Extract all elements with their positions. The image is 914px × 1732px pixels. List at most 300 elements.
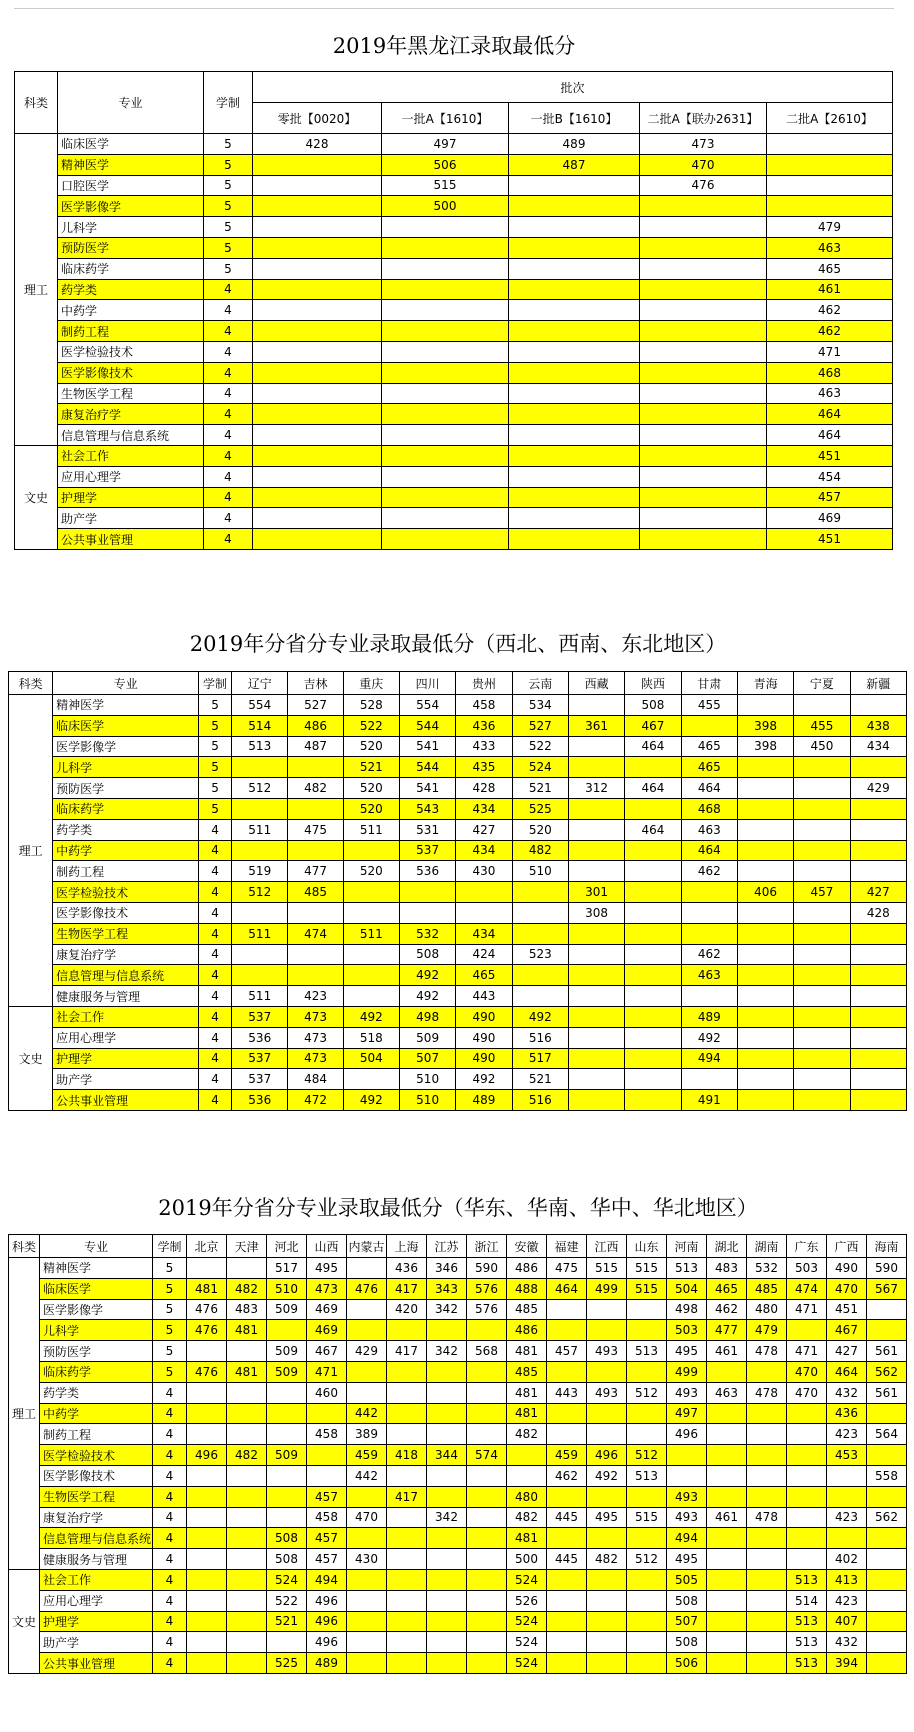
table-row bbox=[15, 321, 893, 342]
score-cell bbox=[227, 1403, 267, 1424]
province-header: 上海 bbox=[387, 1235, 427, 1258]
years-cell: 4 bbox=[153, 1424, 187, 1445]
score-cell: 475 bbox=[288, 819, 343, 840]
score-cell bbox=[625, 840, 681, 861]
score-cell: 476 bbox=[347, 1278, 387, 1299]
score-cell: 480 bbox=[747, 1299, 787, 1320]
score-cell: 464 bbox=[767, 404, 893, 425]
score-cell: 464 bbox=[625, 778, 681, 799]
score-cell bbox=[627, 1528, 667, 1549]
score-cell: 508 bbox=[267, 1549, 307, 1570]
score-cell bbox=[382, 321, 509, 342]
table-row bbox=[9, 965, 907, 986]
score-cell: 462 bbox=[681, 944, 737, 965]
east-table bbox=[8, 1234, 907, 1674]
score-cell: 471 bbox=[787, 1341, 827, 1362]
score-cell bbox=[850, 1069, 906, 1090]
score-cell bbox=[232, 944, 288, 965]
header-category: 科类 bbox=[9, 1235, 40, 1258]
table-row bbox=[9, 1549, 907, 1570]
table-row bbox=[9, 1486, 907, 1507]
province-header: 甘肃 bbox=[681, 672, 737, 695]
east-title: 2019年分省分专业录取最低分（华东、华南、华中、华北地区） bbox=[158, 1196, 758, 1220]
score-cell: 513 bbox=[627, 1465, 667, 1486]
score-cell: 482 bbox=[587, 1549, 627, 1570]
years-cell: 4 bbox=[153, 1382, 187, 1403]
score-cell: 524 bbox=[512, 757, 568, 778]
score-cell bbox=[737, 1090, 793, 1111]
score-cell: 536 bbox=[232, 1090, 288, 1111]
score-cell: 436 bbox=[387, 1258, 427, 1279]
score-cell bbox=[232, 798, 288, 819]
score-cell: 463 bbox=[707, 1382, 747, 1403]
score-cell: 496 bbox=[307, 1611, 347, 1632]
score-cell bbox=[509, 175, 640, 196]
score-cell: 493 bbox=[587, 1341, 627, 1362]
province-header: 辽宁 bbox=[232, 672, 288, 695]
score-cell: 495 bbox=[667, 1341, 707, 1362]
score-cell: 443 bbox=[456, 986, 512, 1007]
table-row bbox=[15, 445, 893, 466]
score-cell bbox=[387, 1569, 427, 1590]
score-cell: 473 bbox=[640, 134, 767, 155]
major-cell: 医学影像学 bbox=[40, 1299, 153, 1320]
score-cell: 470 bbox=[827, 1278, 867, 1299]
score-cell: 427 bbox=[456, 819, 512, 840]
score-cell: 492 bbox=[343, 1006, 399, 1027]
score-cell bbox=[507, 1445, 547, 1466]
score-cell bbox=[547, 1361, 587, 1382]
score-cell bbox=[509, 237, 640, 258]
score-cell: 417 bbox=[387, 1278, 427, 1299]
score-cell: 506 bbox=[667, 1653, 707, 1674]
province-header: 山东 bbox=[627, 1235, 667, 1258]
score-cell bbox=[850, 1048, 906, 1069]
years-cell: 4 bbox=[198, 923, 231, 944]
major-cell: 预防医学 bbox=[58, 237, 204, 258]
table-row bbox=[15, 237, 893, 258]
heilongjiang-panel bbox=[14, 8, 894, 598]
score-cell: 469 bbox=[307, 1320, 347, 1341]
score-cell: 462 bbox=[767, 321, 893, 342]
score-cell: 342 bbox=[427, 1299, 467, 1320]
score-cell bbox=[640, 279, 767, 300]
score-cell bbox=[794, 695, 850, 716]
score-cell: 515 bbox=[382, 175, 509, 196]
score-cell bbox=[794, 923, 850, 944]
score-cell bbox=[867, 1590, 907, 1611]
score-cell: 432 bbox=[827, 1382, 867, 1403]
header-years: 学制 bbox=[198, 672, 231, 695]
score-cell: 417 bbox=[387, 1486, 427, 1507]
score-cell bbox=[867, 1549, 907, 1570]
score-cell bbox=[253, 341, 382, 362]
score-cell bbox=[787, 1507, 827, 1528]
score-cell: 513 bbox=[787, 1632, 827, 1653]
table-row bbox=[15, 196, 893, 217]
score-cell bbox=[547, 1299, 587, 1320]
score-cell: 537 bbox=[232, 1006, 288, 1027]
score-cell: 496 bbox=[307, 1632, 347, 1653]
header-major: 专业 bbox=[53, 672, 199, 695]
score-cell: 474 bbox=[288, 923, 343, 944]
score-cell: 470 bbox=[787, 1382, 827, 1403]
score-cell bbox=[681, 902, 737, 923]
score-cell bbox=[625, 861, 681, 882]
score-cell: 493 bbox=[667, 1382, 707, 1403]
score-cell: 488 bbox=[507, 1278, 547, 1299]
score-cell: 495 bbox=[307, 1258, 347, 1279]
score-cell bbox=[467, 1632, 507, 1653]
table-row bbox=[9, 1320, 907, 1341]
score-cell bbox=[640, 300, 767, 321]
score-cell: 496 bbox=[187, 1445, 227, 1466]
score-cell bbox=[343, 902, 399, 923]
table-row bbox=[9, 1299, 907, 1320]
major-cell: 助产学 bbox=[40, 1632, 153, 1653]
score-cell bbox=[232, 902, 288, 923]
table-row bbox=[9, 757, 907, 778]
years-cell: 4 bbox=[198, 882, 231, 903]
major-cell: 制药工程 bbox=[58, 321, 204, 342]
score-cell: 473 bbox=[288, 1048, 343, 1069]
score-cell: 481 bbox=[507, 1341, 547, 1362]
score-cell: 460 bbox=[307, 1382, 347, 1403]
score-cell bbox=[787, 1528, 827, 1549]
score-cell bbox=[707, 1486, 747, 1507]
score-cell: 457 bbox=[307, 1549, 347, 1570]
major-cell: 儿科学 bbox=[58, 217, 204, 238]
score-cell bbox=[707, 1549, 747, 1570]
heilongjiang-table bbox=[14, 71, 893, 550]
score-cell bbox=[387, 1549, 427, 1570]
province-header: 云南 bbox=[512, 672, 568, 695]
score-cell: 461 bbox=[707, 1507, 747, 1528]
table-row bbox=[15, 175, 893, 196]
table-row bbox=[9, 944, 907, 965]
score-cell: 509 bbox=[399, 1027, 455, 1048]
score-cell: 436 bbox=[827, 1403, 867, 1424]
score-cell bbox=[737, 923, 793, 944]
score-cell: 442 bbox=[347, 1465, 387, 1486]
score-cell bbox=[794, 1048, 850, 1069]
score-cell bbox=[747, 1653, 787, 1674]
score-cell: 544 bbox=[399, 715, 455, 736]
score-cell: 486 bbox=[288, 715, 343, 736]
years-cell: 4 bbox=[204, 321, 253, 342]
score-cell: 498 bbox=[399, 1006, 455, 1027]
score-cell bbox=[267, 1486, 307, 1507]
score-cell: 459 bbox=[347, 1445, 387, 1466]
score-cell bbox=[253, 425, 382, 446]
score-cell bbox=[467, 1653, 507, 1674]
score-cell: 427 bbox=[827, 1341, 867, 1362]
score-cell: 398 bbox=[737, 715, 793, 736]
score-cell: 562 bbox=[867, 1507, 907, 1528]
score-cell: 430 bbox=[347, 1549, 387, 1570]
major-cell: 儿科学 bbox=[53, 757, 199, 778]
score-cell: 467 bbox=[625, 715, 681, 736]
major-cell: 医学影像技术 bbox=[58, 362, 204, 383]
score-cell: 445 bbox=[547, 1507, 587, 1528]
northwest-title: 2019年分省分专业录取最低分（西北、西南、东北地区） bbox=[189, 632, 727, 656]
years-cell: 4 bbox=[198, 1027, 231, 1048]
score-cell: 433 bbox=[456, 736, 512, 757]
major-cell: 制药工程 bbox=[53, 861, 199, 882]
score-cell bbox=[747, 1611, 787, 1632]
score-cell bbox=[827, 1465, 867, 1486]
score-cell: 462 bbox=[681, 861, 737, 882]
score-cell bbox=[867, 1632, 907, 1653]
table-row bbox=[9, 1278, 907, 1299]
score-cell: 457 bbox=[307, 1486, 347, 1507]
score-cell: 519 bbox=[232, 861, 288, 882]
score-cell: 512 bbox=[232, 882, 288, 903]
score-cell: 485 bbox=[747, 1278, 787, 1299]
table-row bbox=[15, 258, 893, 279]
score-cell bbox=[467, 1507, 507, 1528]
score-cell bbox=[307, 1403, 347, 1424]
score-cell: 465 bbox=[681, 757, 737, 778]
score-cell: 517 bbox=[512, 1048, 568, 1069]
score-cell bbox=[568, 986, 624, 1007]
score-cell bbox=[867, 1486, 907, 1507]
score-cell: 567 bbox=[867, 1278, 907, 1299]
score-cell: 524 bbox=[507, 1611, 547, 1632]
score-cell bbox=[627, 1653, 667, 1674]
years-cell: 4 bbox=[153, 1486, 187, 1507]
score-cell bbox=[568, 840, 624, 861]
score-cell: 496 bbox=[307, 1590, 347, 1611]
major-cell: 医学影像技术 bbox=[53, 902, 199, 923]
province-header: 贵州 bbox=[456, 672, 512, 695]
table-row bbox=[9, 1090, 907, 1111]
years-cell: 4 bbox=[204, 529, 253, 550]
score-cell bbox=[253, 487, 382, 508]
score-cell bbox=[467, 1382, 507, 1403]
province-header: 湖南 bbox=[747, 1235, 787, 1258]
score-cell: 479 bbox=[747, 1320, 787, 1341]
score-cell: 470 bbox=[347, 1507, 387, 1528]
score-cell bbox=[867, 1569, 907, 1590]
score-cell: 513 bbox=[787, 1653, 827, 1674]
score-cell: 510 bbox=[267, 1278, 307, 1299]
province-header: 浙江 bbox=[467, 1235, 507, 1258]
score-cell bbox=[227, 1258, 267, 1279]
score-cell bbox=[867, 1320, 907, 1341]
years-cell: 5 bbox=[204, 258, 253, 279]
score-cell bbox=[253, 300, 382, 321]
table-row bbox=[9, 1048, 907, 1069]
score-cell bbox=[227, 1611, 267, 1632]
score-cell: 541 bbox=[399, 778, 455, 799]
score-cell: 524 bbox=[507, 1569, 547, 1590]
major-cell: 口腔医学 bbox=[58, 175, 204, 196]
score-cell bbox=[253, 237, 382, 258]
score-cell: 406 bbox=[737, 882, 793, 903]
score-cell bbox=[547, 1611, 587, 1632]
major-cell: 助产学 bbox=[58, 508, 204, 529]
table-row bbox=[15, 154, 893, 175]
score-cell bbox=[382, 487, 509, 508]
score-cell: 481 bbox=[507, 1528, 547, 1549]
table-row bbox=[15, 383, 893, 404]
score-cell: 520 bbox=[343, 736, 399, 757]
score-cell bbox=[767, 134, 893, 155]
score-cell: 457 bbox=[547, 1341, 587, 1362]
score-cell bbox=[547, 1590, 587, 1611]
score-cell bbox=[747, 1486, 787, 1507]
score-cell bbox=[232, 757, 288, 778]
score-cell bbox=[253, 154, 382, 175]
score-cell bbox=[347, 1486, 387, 1507]
score-cell bbox=[787, 1445, 827, 1466]
years-cell: 4 bbox=[198, 1090, 231, 1111]
score-cell bbox=[794, 965, 850, 986]
score-cell bbox=[456, 882, 512, 903]
score-cell bbox=[547, 1569, 587, 1590]
score-cell bbox=[427, 1424, 467, 1445]
score-cell bbox=[387, 1528, 427, 1549]
table-row bbox=[9, 1653, 907, 1674]
score-cell bbox=[187, 1465, 227, 1486]
score-cell bbox=[747, 1632, 787, 1653]
score-cell bbox=[467, 1590, 507, 1611]
score-cell bbox=[343, 1069, 399, 1090]
score-cell bbox=[509, 217, 640, 238]
score-cell bbox=[227, 1465, 267, 1486]
years-cell: 5 bbox=[204, 217, 253, 238]
score-cell bbox=[787, 1403, 827, 1424]
score-cell bbox=[681, 882, 737, 903]
score-cell: 511 bbox=[232, 923, 288, 944]
score-cell bbox=[681, 715, 737, 736]
score-cell: 459 bbox=[547, 1445, 587, 1466]
major-cell: 助产学 bbox=[53, 1069, 199, 1090]
table-row bbox=[15, 217, 893, 238]
score-cell bbox=[382, 508, 509, 529]
score-cell bbox=[427, 1403, 467, 1424]
score-cell bbox=[382, 300, 509, 321]
score-cell bbox=[382, 466, 509, 487]
score-cell bbox=[568, 923, 624, 944]
years-cell: 4 bbox=[198, 986, 231, 1007]
score-cell: 423 bbox=[288, 986, 343, 1007]
score-cell bbox=[512, 986, 568, 1007]
table-row bbox=[9, 840, 907, 861]
score-cell: 485 bbox=[507, 1361, 547, 1382]
score-cell bbox=[850, 944, 906, 965]
years-cell: 5 bbox=[198, 778, 231, 799]
score-cell bbox=[747, 1424, 787, 1445]
header-major: 专业 bbox=[58, 72, 204, 134]
score-cell: 504 bbox=[343, 1048, 399, 1069]
score-cell: 509 bbox=[267, 1341, 307, 1362]
score-cell bbox=[387, 1632, 427, 1653]
score-cell bbox=[227, 1507, 267, 1528]
score-cell bbox=[640, 341, 767, 362]
score-cell: 512 bbox=[627, 1445, 667, 1466]
score-cell: 482 bbox=[507, 1507, 547, 1528]
score-cell bbox=[227, 1653, 267, 1674]
major-cell: 社会工作 bbox=[58, 445, 204, 466]
table-row bbox=[9, 1258, 907, 1279]
years-cell: 4 bbox=[153, 1569, 187, 1590]
major-cell: 医学检验技术 bbox=[53, 882, 199, 903]
score-cell: 493 bbox=[667, 1486, 707, 1507]
major-cell: 中药学 bbox=[53, 840, 199, 861]
score-cell: 438 bbox=[850, 715, 906, 736]
years-cell: 4 bbox=[153, 1590, 187, 1611]
score-cell: 480 bbox=[507, 1486, 547, 1507]
score-cell bbox=[547, 1403, 587, 1424]
score-cell bbox=[509, 362, 640, 383]
years-cell: 5 bbox=[198, 757, 231, 778]
score-cell bbox=[347, 1632, 387, 1653]
table-row bbox=[9, 1341, 907, 1362]
batch-header: 一批A【1610】 bbox=[382, 103, 509, 134]
score-cell bbox=[512, 882, 568, 903]
category-cell: 文史 bbox=[9, 1006, 53, 1110]
score-cell bbox=[253, 404, 382, 425]
score-cell bbox=[737, 840, 793, 861]
table-row bbox=[9, 882, 907, 903]
score-cell bbox=[794, 902, 850, 923]
score-cell bbox=[187, 1611, 227, 1632]
score-cell: 398 bbox=[737, 736, 793, 757]
score-cell: 508 bbox=[667, 1632, 707, 1653]
score-cell bbox=[187, 1486, 227, 1507]
score-cell bbox=[227, 1486, 267, 1507]
score-cell bbox=[827, 1528, 867, 1549]
score-cell bbox=[382, 362, 509, 383]
score-cell bbox=[850, 840, 906, 861]
score-cell: 522 bbox=[343, 715, 399, 736]
score-cell: 498 bbox=[667, 1299, 707, 1320]
score-cell bbox=[568, 736, 624, 757]
score-cell bbox=[253, 362, 382, 383]
score-cell bbox=[227, 1549, 267, 1570]
score-cell: 468 bbox=[767, 362, 893, 383]
score-cell: 531 bbox=[399, 819, 455, 840]
score-cell bbox=[850, 986, 906, 1007]
years-cell: 5 bbox=[204, 196, 253, 217]
major-cell: 临床医学 bbox=[58, 134, 204, 155]
score-cell bbox=[227, 1528, 267, 1549]
score-cell: 499 bbox=[587, 1278, 627, 1299]
score-cell bbox=[568, 861, 624, 882]
score-cell bbox=[587, 1569, 627, 1590]
score-cell: 521 bbox=[512, 778, 568, 799]
top-rule bbox=[14, 8, 894, 12]
years-cell: 4 bbox=[153, 1528, 187, 1549]
score-cell bbox=[625, 1006, 681, 1027]
score-cell: 513 bbox=[627, 1341, 667, 1362]
years-cell: 4 bbox=[198, 902, 231, 923]
province-header: 江西 bbox=[587, 1235, 627, 1258]
score-cell bbox=[625, 902, 681, 923]
score-cell: 464 bbox=[547, 1278, 587, 1299]
major-cell: 药学类 bbox=[58, 279, 204, 300]
major-cell: 康复治疗学 bbox=[58, 404, 204, 425]
score-cell: 423 bbox=[827, 1507, 867, 1528]
score-cell: 485 bbox=[507, 1299, 547, 1320]
score-cell bbox=[587, 1632, 627, 1653]
score-cell bbox=[867, 1403, 907, 1424]
province-header: 西藏 bbox=[568, 672, 624, 695]
score-cell: 499 bbox=[667, 1361, 707, 1382]
score-cell: 470 bbox=[640, 154, 767, 175]
